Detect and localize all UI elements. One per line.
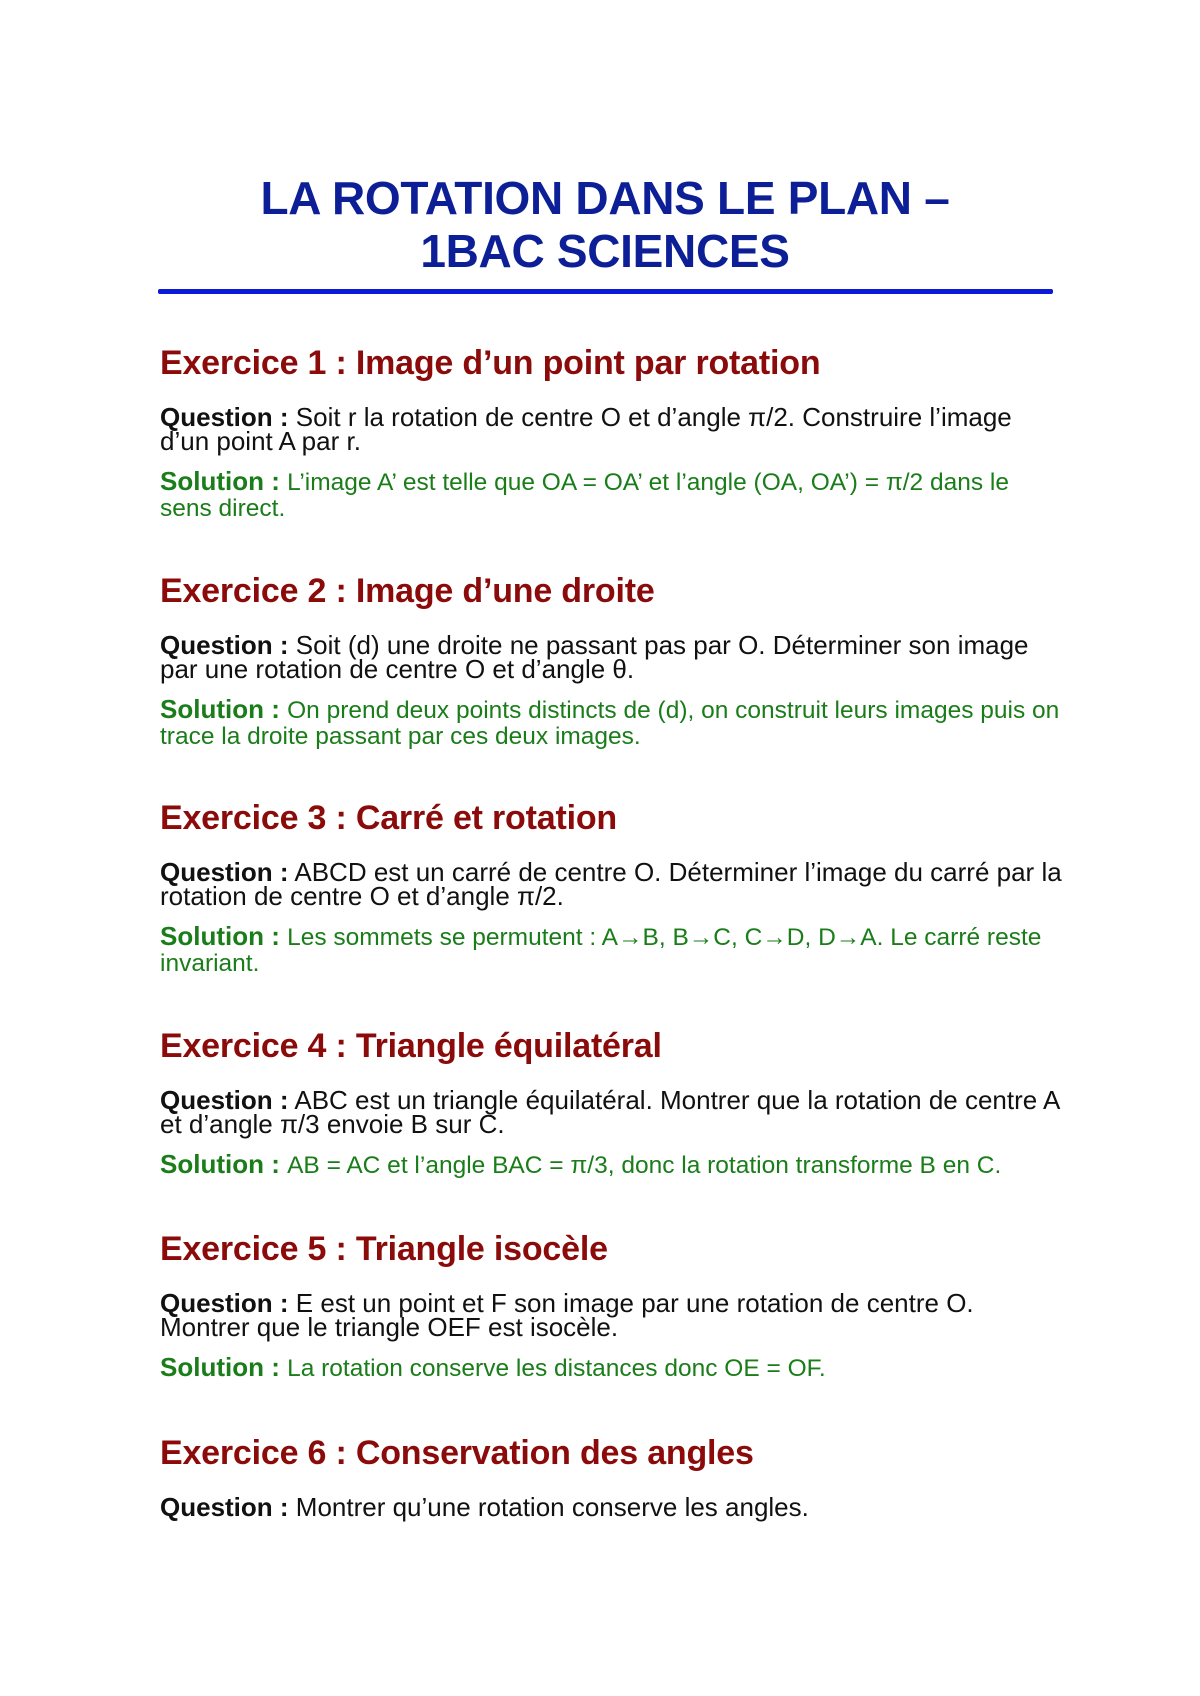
question-label: Question : [160, 630, 289, 660]
exercise-3 [160, 798, 1065, 976]
solution-text: La rotation conserve les distances donc OE = OF. [287, 1355, 826, 1382]
question-text: ABCD est un carré de centre O. Déterminer l’image du carré par la rotation de centre O et d’angle π/2. [160, 857, 1062, 911]
exercise-question [160, 1288, 1065, 1342]
page-title [160, 172, 1050, 278]
solution-text: AB = AC et l’angle BAC = π/3, donc la rotation transforme B en C. [287, 1152, 1002, 1179]
solution-label: Solution : [160, 694, 280, 724]
exercise-question [160, 1492, 1065, 1522]
exercise-heading: Exercice 4 : Triangle équilatéral [160, 1027, 662, 1065]
question-text: Montrer qu’une rotation conserve les angles. [295, 1492, 809, 1522]
exercise-1 [160, 343, 1065, 521]
title-divider [158, 289, 1053, 294]
question-label: Question : [160, 402, 289, 432]
exercise-heading: Exercice 1 : Image d’un point par rotation [160, 344, 821, 382]
exercise-solution [160, 466, 1065, 522]
solution-text: Les sommets se permutent : A→B, B→C, C→D, D→A. Le carré reste invariant. [160, 924, 1042, 977]
question-label: Question : [160, 857, 289, 887]
solution-label: Solution : [160, 1352, 280, 1382]
solution-text: L’image A’ est telle que OA = OA’ et l’angle (OA, OA’) = π/2 dans le sens direct. [160, 469, 1009, 522]
exercise-heading: Exercice 2 : Image d’une droite [160, 572, 655, 610]
question-text: Soit r la rotation de centre O et d’angle π/2. Construire l’image d’un point A par r. [160, 402, 1012, 456]
question-text: E est un point et F son image par une rotation de centre O. Montrer que le triangle OEF est isocèle. [160, 1288, 974, 1342]
exercise-question [160, 857, 1065, 911]
exercise-question [160, 402, 1065, 456]
question-text: Soit (d) une droite ne passant pas par O. Déterminer son image par une rotation de centre O et d’angle θ. [160, 630, 1029, 684]
solution-label: Solution : [160, 466, 280, 496]
exercise-solution [160, 694, 1065, 750]
question-label: Question : [160, 1085, 289, 1115]
exercise-solution [160, 921, 1065, 977]
solution-text: On prend deux points distincts de (d), on construit leurs images puis on trace la droite passant par ces deux images. [160, 697, 1060, 750]
title-line-1: LA ROTATION DANS LE PLAN – [260, 172, 950, 224]
question-text: ABC est un triangle équilatéral. Montrer que la rotation de centre A et d’angle π/3 envoie B sur C. [160, 1085, 1059, 1139]
exercise-question [160, 1085, 1065, 1139]
question-label: Question : [160, 1288, 289, 1318]
solution-label: Solution : [160, 921, 280, 951]
solution-label: Solution : [160, 1149, 280, 1179]
exercise-question [160, 630, 1065, 684]
exercise-solution [160, 1149, 1065, 1179]
question-label: Question : [160, 1492, 289, 1522]
exercise-heading: Exercice 6 : Conservation des angles [160, 1434, 754, 1472]
exercise-5 [160, 1229, 1065, 1381]
exercise-heading: Exercice 5 : Triangle isocèle [160, 1230, 608, 1268]
exercise-heading: Exercice 3 : Carré et rotation [160, 799, 617, 837]
exercise-2 [160, 571, 1065, 749]
exercise-solution [160, 1352, 1065, 1382]
exercise-6 [160, 1433, 1065, 1522]
title-line-2: 1BAC SCIENCES [420, 225, 790, 277]
exercise-4 [160, 1026, 1065, 1178]
